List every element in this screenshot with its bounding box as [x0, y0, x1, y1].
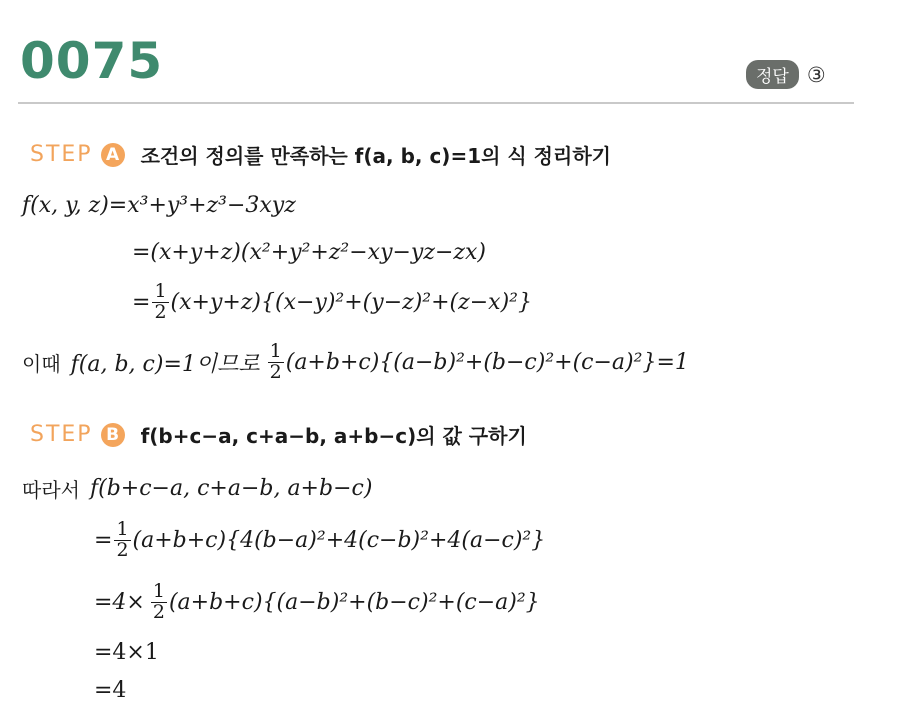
eq-a4-frac-den: 2	[269, 360, 282, 383]
eq-a4-mid: f(a, b, c)=1이므로	[70, 351, 260, 377]
answer-indicator	[746, 60, 826, 89]
step-a-title: 조건의 정의를 만족하는 f(a, b, c)=1의 식 정리하기	[140, 144, 611, 168]
eq-b4: =4×1	[94, 640, 159, 665]
eq-b2-frac-num: 1	[116, 518, 129, 540]
answer-label-badge: 정답	[746, 60, 799, 89]
eq-a3	[132, 282, 532, 323]
answer-value: ③	[806, 62, 826, 87]
problem-number: 0075	[20, 32, 164, 90]
step-a-badge: A	[101, 143, 125, 167]
step-b-word: STEP	[30, 422, 93, 447]
eq-b2	[94, 520, 545, 561]
eq-a2: =(x+y+z)(x²+y²+z²−xy−yz−zx)	[132, 240, 486, 265]
eq-b2-frac-den: 2	[116, 538, 129, 561]
eq-b2-fraction	[114, 520, 130, 561]
step-a-header	[30, 140, 611, 169]
eq-b5: =4	[94, 678, 127, 703]
eq-a3-post: (x+y+z){(x−y)²+(y−z)²+(z−x)²}	[170, 289, 532, 315]
step-a-word: STEP	[30, 142, 93, 167]
eq-a3-frac-den: 2	[154, 300, 167, 323]
eq-a3-fraction	[152, 282, 168, 323]
eq-b3-pre: =4×	[94, 589, 145, 615]
eq-a3-frac-num: 1	[154, 280, 167, 302]
step-b-header	[30, 420, 527, 449]
eq-b1-kor: 따라서	[22, 478, 80, 502]
eq-a4	[22, 342, 689, 383]
eq-a3-pre: =	[132, 289, 151, 315]
eq-b3-post: (a+b+c){(a−b)²+(b−c)²+(c−a)²}	[168, 589, 540, 615]
eq-a4-fraction	[268, 342, 284, 383]
eq-b1-math: f(b+c−a, c+a−b, a+b−c)	[89, 476, 373, 501]
eq-a4-kor: 이때	[22, 351, 61, 376]
step-b-title: f(b+c−a, c+a−b, a+b−c)의 값 구하기	[140, 424, 527, 448]
eq-b3-frac-den: 2	[152, 600, 165, 623]
eq-b2-post: (a+b+c){4(b−a)²+4(c−b)²+4(a−c)²}	[132, 527, 546, 553]
eq-b3-frac-num: 1	[152, 580, 165, 602]
header-divider	[18, 102, 854, 104]
eq-a4-post: (a+b+c){(a−b)²+(b−c)²+(c−a)²}=1	[285, 349, 689, 375]
step-b-badge: B	[101, 423, 125, 447]
eq-b3	[94, 582, 540, 623]
eq-b1	[22, 474, 372, 503]
eq-b3-fraction	[151, 582, 167, 623]
eq-b2-pre: =	[94, 527, 113, 553]
eq-a4-frac-num: 1	[269, 340, 282, 362]
eq-a1: f(x, y, z)=x³+y³+z³−3xyz	[22, 193, 296, 218]
